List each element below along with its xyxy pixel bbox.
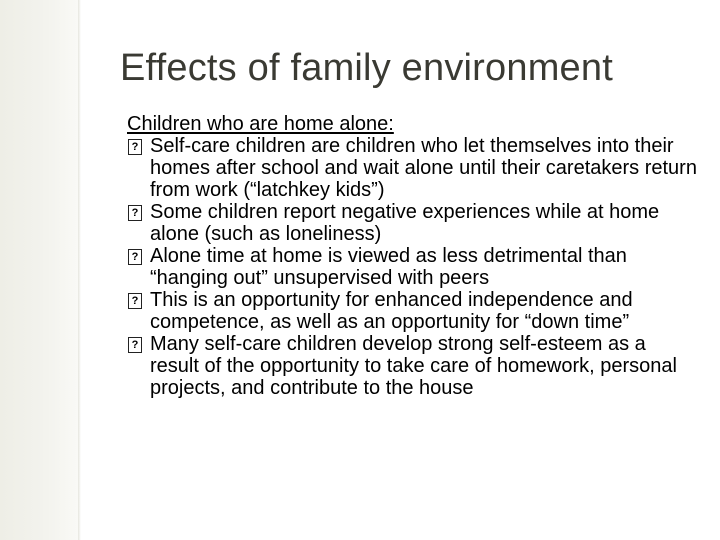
bullet-item: [127, 201, 697, 245]
slide-title: Effects of family environment: [120, 47, 613, 89]
bullet-text: Some children report negative experiences while at home alone (such as loneliness): [150, 201, 660, 245]
missing-glyph-icon: ?: [128, 249, 142, 265]
bullet-item: [127, 289, 697, 333]
bullet-text: Alone time at home is viewed as less detrimental than “hanging out” unsupervised with peers: [150, 245, 627, 289]
bullet-text: This is an opportunity for enhanced independence and competence, as well as an opportunity for “down time”: [150, 289, 633, 333]
left-band-edge: [78, 0, 81, 540]
intro-line: Children who are home alone:: [127, 113, 394, 135]
missing-glyph-icon: ?: [128, 205, 142, 221]
missing-glyph-icon: ?: [128, 139, 142, 155]
bullet-list: [127, 135, 697, 399]
bullet-item: [127, 135, 697, 201]
bullet-item: [127, 333, 697, 399]
missing-glyph-icon: ?: [128, 293, 142, 309]
slide-body: [127, 113, 697, 399]
bullet-text: Self-care children are children who let themselves into their homes after school and wait alone until their caretakers return from work (“latchkey kids”): [150, 135, 697, 201]
bullet-text: Many self-care children develop strong self-esteem as a result of the opportunity to take care of homework, personal projects, and contribute to the house: [150, 333, 677, 399]
missing-glyph-icon: ?: [128, 337, 142, 353]
bullet-item: [127, 245, 697, 289]
left-decorative-band: [0, 0, 78, 540]
